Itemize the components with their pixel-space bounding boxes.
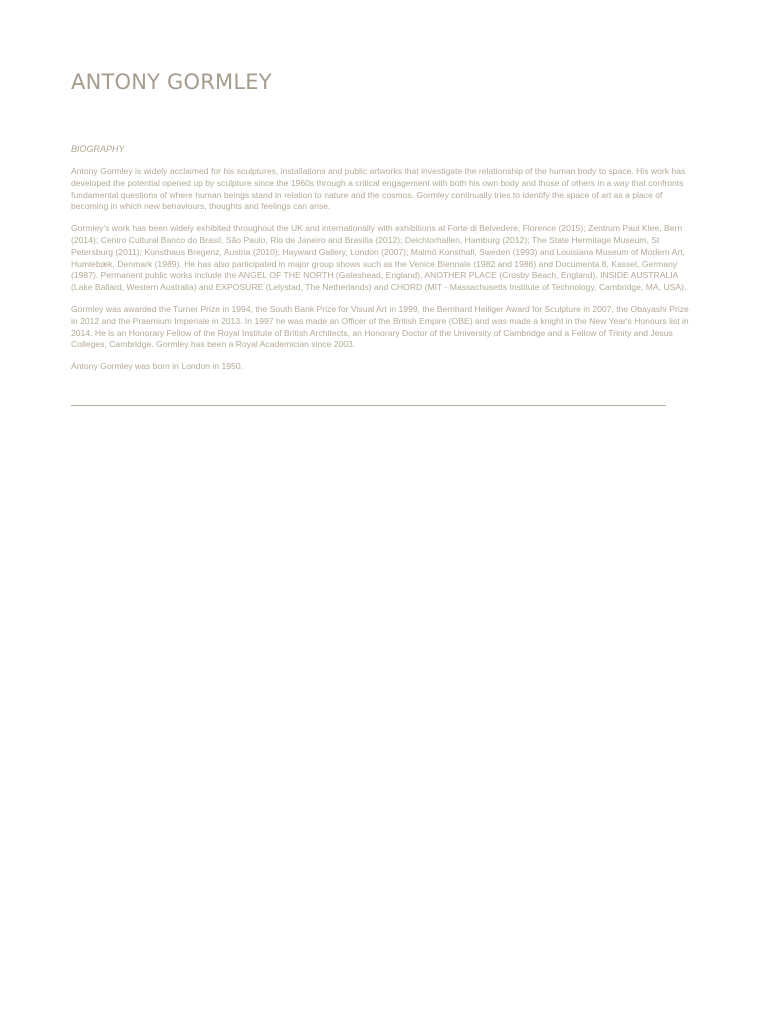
biography-paragraph-birth: Antony Gormley was born in London in 1950. — [71, 361, 243, 372]
artist-name-title: ANTONY GORMLEY — [71, 70, 272, 94]
biography-paragraph-awards: Gormley was awarded the Turner Prize in 1994, the South Bank Prize for Visual Art in 1999, the Bernhard Heiliger Award for Sculpture in 2007, the Obayashi Prize in 2012 and the Praemium Imperiale in 2013. In 1997 he was made an Officer of the British Empire (OBE) and was made a knight in the New Year's Honours list in 2014. He is an Honorary Fellow of the Royal Institute of British Architects, an Honorary Doctor of the University of Cambridge and a Fellow of Trinity and Jesus Colleges, Cambridge. Gormley has been a Royal Academician since 2003. — [71, 303, 689, 350]
biography-paragraph-intro: Antony Gormley is widely acclaimed for his sculptures, installations and public artworks that investigate the relationship of the human body to space. His work has developed the potential opened up by sculpture since the 1960s through a critical engagement with both his own body and those of others in a way that confronts fundamental questions of where human beings stand in relation to nature and the cosmos. Gormley continually tries to identify the space of art as a place of becoming in which new behaviours, thoughts and feelings can arise. — [71, 166, 686, 212]
biography-paragraph-exhibitions: Gormley's work has been widely exhibited throughout the UK and internationally with exhibitions at Forte di Belvedere, Florence (2015); Zentrum Paul Klee, Bern (2014); Centro Cultural Banco do Brasil, São Paulo, Rio de Janeiro and Brasilia (2012); Deichtorhallen, Hamburg (2012); The State Hermitage Museum, St Petersburg (2011); Kunsthaus Bregenz, Austria (2010); Hayward Gallery, London (2007); Malmö Konsthall, Sweden (1993) and Louisiana Museum of Modern Art, Humlebæk, Denmark (1989). He has also participated in major group shows such as the Venice Biennale (1982 and 1986) and Documenta 8, Kassel, Germany (1987). Permanent public works include the ANGEL OF THE NORTH (Gateshead, England), ANOTHER PLACE (Crosby Beach, England), INSIDE AUSTRALIA (Lake Ballard, Western Australia) and EXPOSURE (Lelystad, The Netherlands) and CHORD (MIT - Massachusetts Institute of Technology, Cambridge, MA, USA). — [71, 223, 687, 293]
biography-label: BIOGRAPHY — [71, 144, 125, 154]
horizontal-divider — [71, 405, 666, 406]
biography-section — [71, 143, 695, 383]
